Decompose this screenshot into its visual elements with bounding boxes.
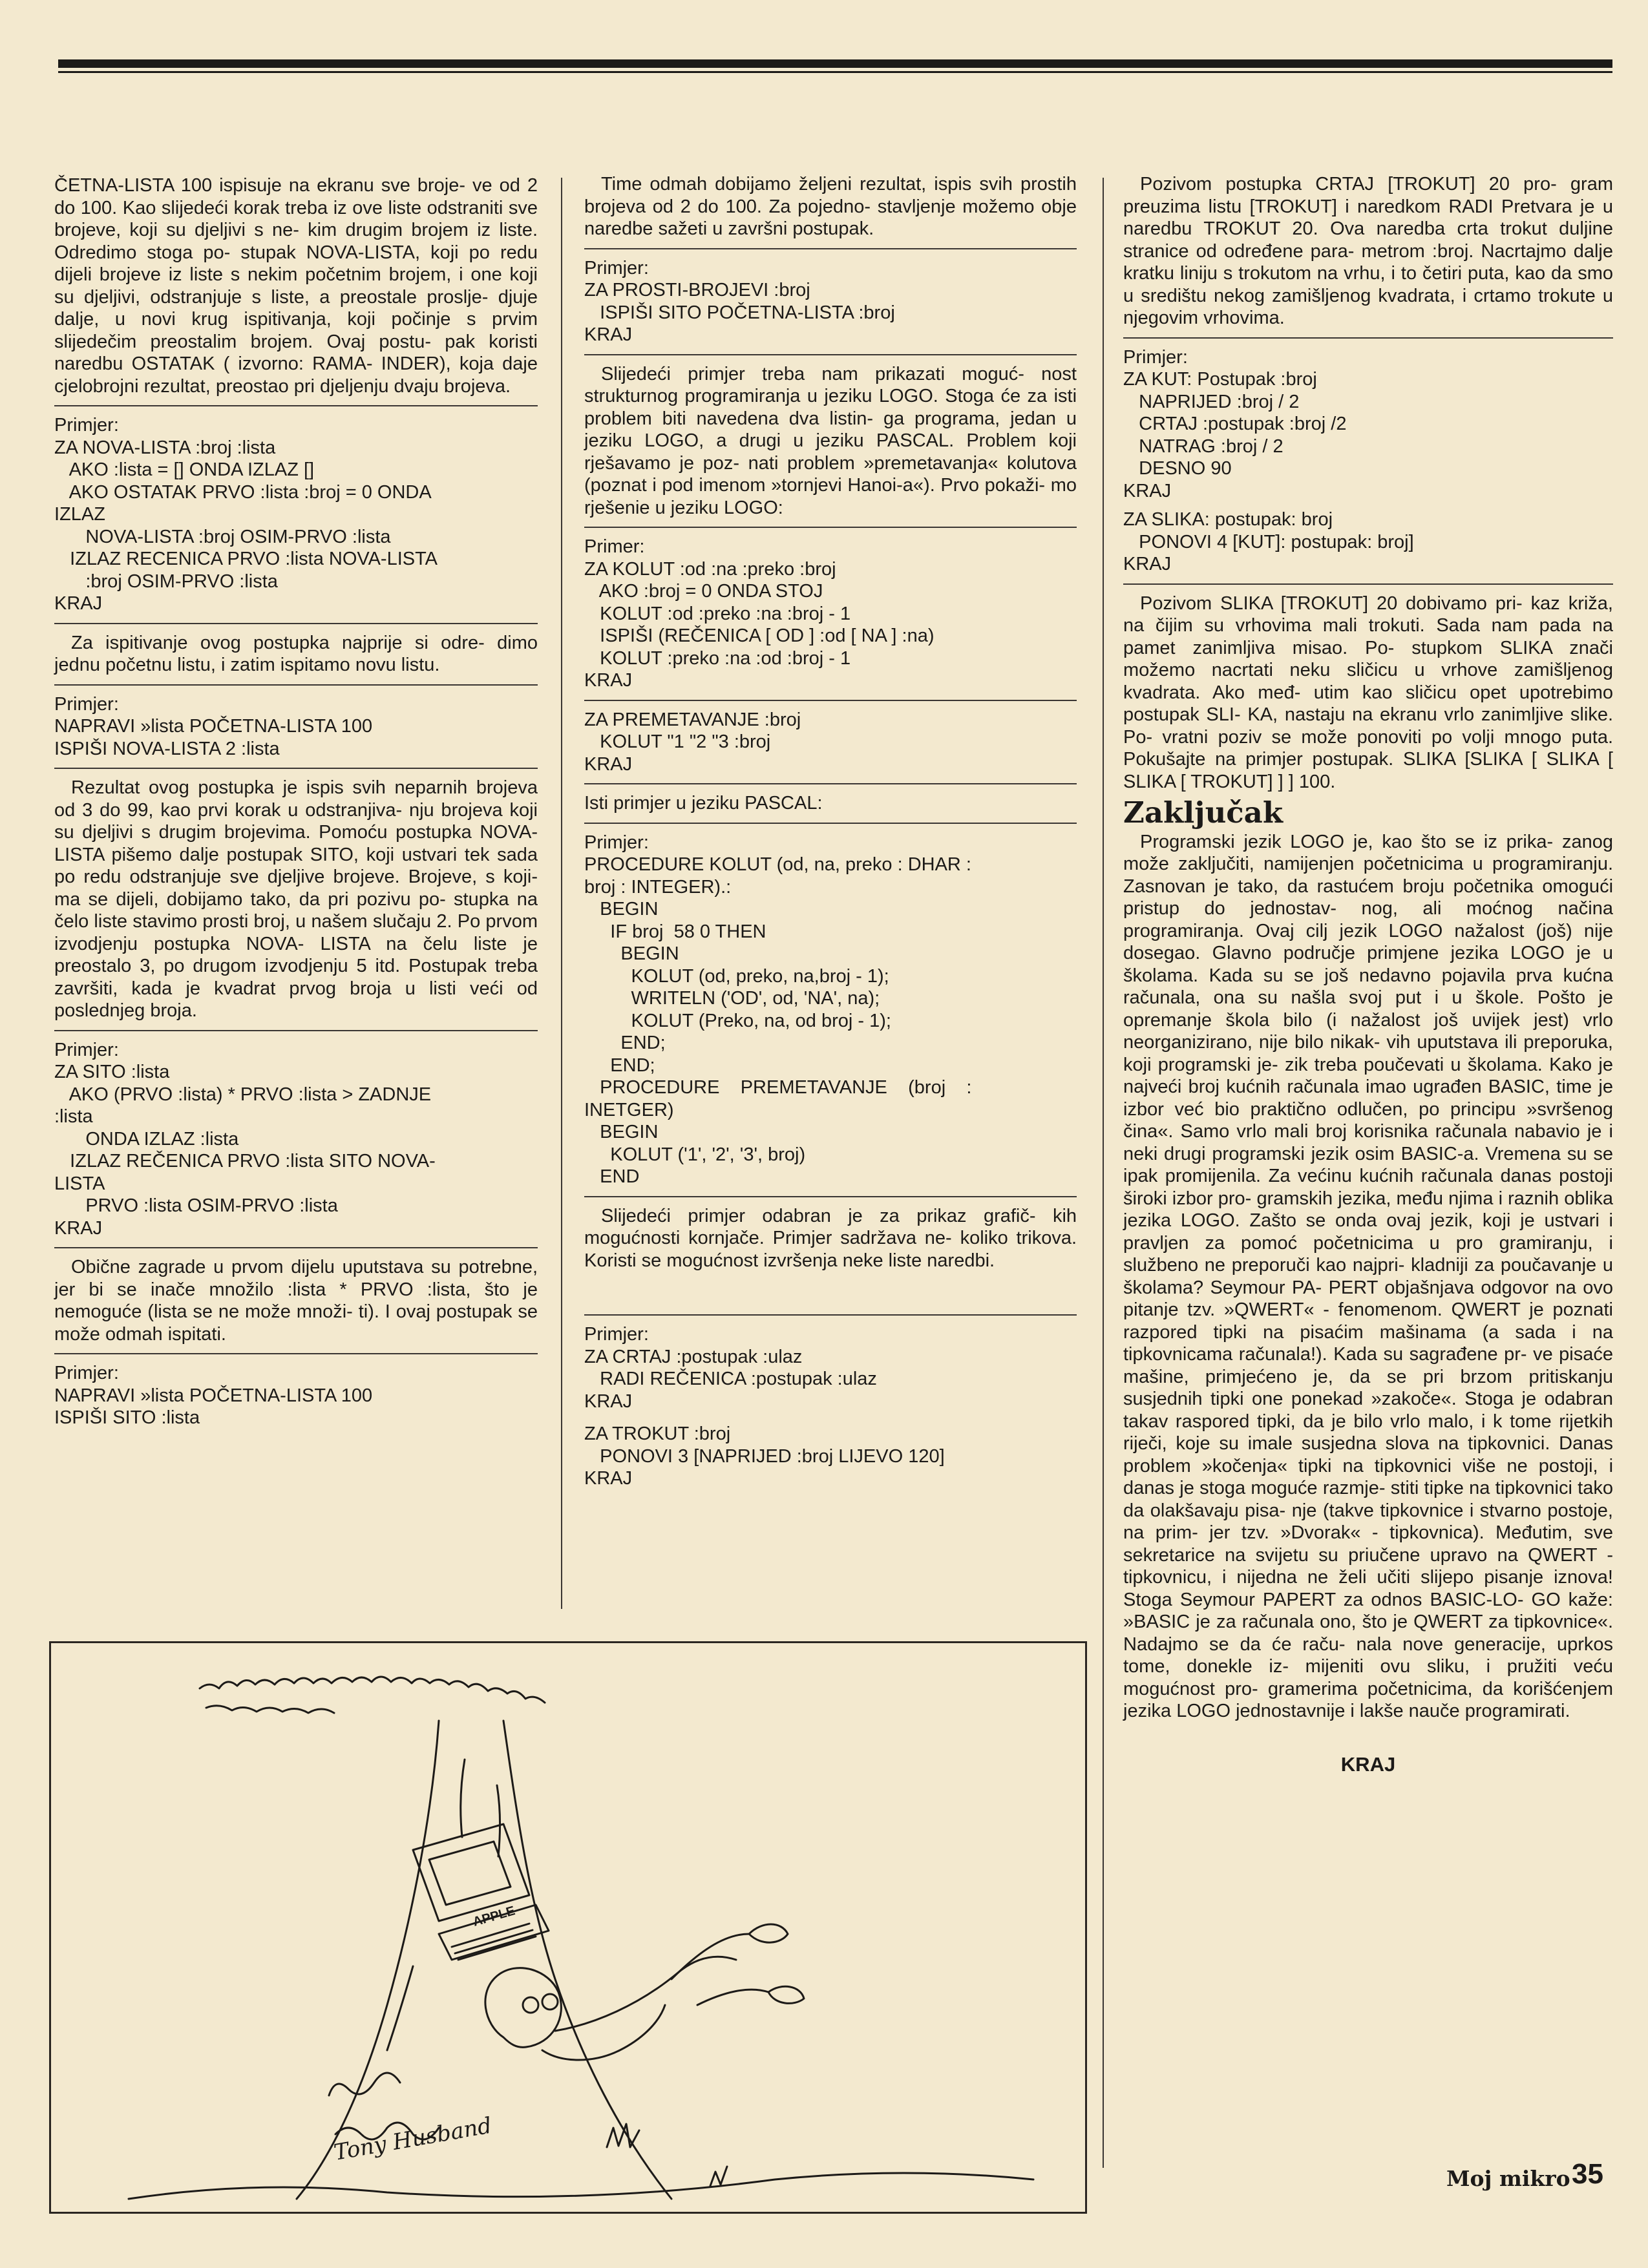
code-line: END: [584, 1166, 640, 1187]
code-line: ISPIŠI SITO POČETNA-LISTA :broj: [584, 302, 895, 323]
cartoon-illustration: [51, 1643, 1085, 2212]
ground-line: [129, 2173, 1033, 2199]
code-line: AKO (PRVO :lista) * PRVO :lista > ZADNJE: [54, 1084, 432, 1105]
divider: [584, 527, 1077, 528]
col1-code-nova-lista: [54, 414, 538, 615]
code-line: WRITELN ('OD', od, 'NA', na);: [584, 988, 880, 1009]
text-line: brojeva od 3 do 99, kao prvi korak u odstranjiva-: [54, 777, 538, 821]
column-3: [1123, 173, 1613, 1776]
text-line: kaz križa, na čijim su vrhovima mali trokuti.: [1123, 593, 1613, 636]
code-line: IF broj 58 0 THEN: [584, 921, 766, 942]
text-line: gramskih jezika, među njima i raznih oblika: [1256, 1188, 1614, 1209]
text-line: djeljivi, odstranjuje s liste, a preostale proslje-: [83, 286, 489, 308]
text-line: Stoga Seymour PAPERT za odnos BASIC-LO-: [1123, 1589, 1524, 1610]
code-line: Primjer:: [584, 257, 649, 278]
text-line: gramerima početnicima, da korišćenjem jezika: [1123, 1678, 1613, 1721]
text-line: nju brojeva koji su djeljivi s drugim brojevima.: [54, 799, 538, 843]
text-line: postupak SITO, koji ustvari tek sada po redu: [54, 844, 538, 887]
cartoon-frame: [49, 1641, 1087, 2214]
divider: [54, 623, 538, 624]
page-number: 35: [1572, 2158, 1603, 2190]
col2-paragraph-3: [584, 792, 1077, 815]
person-legs: [671, 1934, 768, 2005]
code-line: KOLUT ('1', '2', '3', broj): [584, 1144, 806, 1165]
divider: [54, 1247, 538, 1248]
divider: [54, 768, 538, 769]
text-line: pod imenom »tornjevi Hanoi-a«). Prvo pokaži-: [662, 475, 1046, 496]
text-line: Stoga će za isti problem biti navedena dva listin-: [584, 386, 1077, 429]
col2-code-trokut: [584, 1423, 1077, 1490]
col1-code-napravi: [54, 693, 538, 761]
text-line: sličicu u vrhove zamišljenog kvadrata. Ako međ-: [1123, 660, 1613, 703]
col2-paragraph-4: [584, 1205, 1077, 1272]
col2-code-prosti-brojevi: [584, 257, 1077, 346]
col2-paragraph-2: [584, 363, 1077, 520]
code-line: KRAJ: [54, 593, 103, 614]
text-line: PERT objašnjava odgovor na ovo pitanje tzv.: [1123, 1277, 1613, 1320]
divider: [584, 1196, 1077, 1197]
text-line: GO kaže: »BASIC je za računala ono, što je: [1123, 1589, 1613, 1632]
code-line: PRVO :lista OSIM-PRVO :lista: [54, 1195, 338, 1216]
divider: [584, 1314, 1077, 1316]
text-line: Pošto je opremanje škola bilo (i nažalost još: [1123, 987, 1613, 1031]
code-line: KRAJ: [584, 324, 633, 345]
col2-code-kolut: [584, 536, 1077, 692]
code-line: IZLAZ: [54, 504, 105, 525]
text-line: stiti tipke na tipkovnici tako da olakšavaju pisa-: [1123, 1478, 1613, 1521]
code-line: KRAJ: [1123, 480, 1172, 501]
tree-trunk-right: [503, 1721, 671, 2199]
keyboard-keys: [452, 1924, 536, 1960]
column-divider-1: [561, 178, 562, 1609]
col3-paragraph-1: [1123, 173, 1613, 330]
code-line: BEGIN: [584, 943, 679, 964]
text-line: »QWERT« - fenomenom. QWERT je poznati: [1223, 1299, 1613, 1320]
text-line: Slijedeći primjer treba nam prikazati moguć-: [601, 363, 1024, 384]
text-line: razpored tipki na pisaćim mašinama (a sada i na: [1123, 1321, 1613, 1343]
text-line: jer tzv. »Dvorak« - tipkovnica). Međutim, sve: [1209, 1522, 1613, 1543]
text-line: nati problem »premetavanja« kolutova (poznat i: [584, 452, 1077, 496]
code-line: DESNO 90: [1123, 458, 1232, 479]
bark-line: [461, 1759, 465, 1837]
col3-code-slika: [1123, 509, 1613, 576]
code-line: END;: [584, 1055, 655, 1076]
text-line: mo rješenie u jeziku LOGO:: [584, 475, 1077, 518]
text-line: središtu nekog zamišljenog kvadrata, i crtamo: [1141, 285, 1531, 306]
code-line: ISPIŠI (REČENICA [ OD ] :od [ NA ] :na): [584, 625, 935, 646]
end-label: KRAJ: [1340, 1752, 1396, 1776]
text-line: tipkovnicama računala!). Kada su sagrađene pr-: [1123, 1344, 1527, 1365]
text-line: ga programa, jedan u jeziku LOGO, a drugi u: [584, 408, 1077, 451]
code-line: Primjer:: [584, 832, 649, 853]
text-line: neke liste naredbi.: [842, 1250, 995, 1271]
text-line: Pretvara je u naredbu TROKUT 20. Ova naredba: [1123, 196, 1613, 239]
code-line: NAPRAVI »lista POČETNA-LISTA 100: [54, 1385, 373, 1406]
text-line: mijeniti ovu sliku, i pružiti veću mogućnost pro-: [1123, 1656, 1613, 1699]
text-line: nost strukturnog programiranja u jeziku LOGO.: [584, 363, 1077, 406]
code-line: ZA PREMETAVANJE :broj: [584, 709, 801, 730]
text-line: broj kućnih računala imao ugrađen BASIC, time: [1188, 1076, 1592, 1097]
text-line: SLIKA [SLIKA [ SLIKA [ SLIKA [ TROKUT] ] ] 100.: [1123, 749, 1613, 792]
code-line: PONOVI 3 [NAPRIJED :broj LIJEVO 120]: [584, 1445, 945, 1467]
col2-code-pascal: [584, 832, 1077, 1188]
text-line: školama. Kada su se još nedavno pojavila prva: [1123, 965, 1553, 986]
text-line: Glavno područje primjene jezika LOGO je u: [1212, 943, 1614, 963]
code-line: KRAJ: [584, 1391, 633, 1412]
divider: [584, 354, 1077, 355]
code-line: INETGER): [584, 1099, 674, 1120]
text-line: trokute u njegovim vrhovima.: [1123, 285, 1614, 328]
code-line: PROCEDURE PREMETAVANJE (broj :: [584, 1077, 972, 1098]
text-line: slijepo pisanje iznova!: [1421, 1567, 1613, 1588]
divider: [1123, 583, 1613, 585]
code-line: :lista: [54, 1106, 93, 1127]
text-line: više ne postoji, i danas je stoga moguće razmje-: [1123, 1455, 1614, 1498]
code-line: AKO :broj = 0 ONDA STOJ: [584, 581, 823, 602]
code-line: Primjer:: [584, 1324, 649, 1345]
text-line: Slijedeći primjer odabran je za prikaz grafič-: [601, 1205, 1036, 1226]
section-heading: Zaključak: [1123, 795, 1284, 830]
divider: [584, 783, 1077, 784]
divider: [54, 405, 538, 406]
text-line: Isti primjer u jeziku PASCAL:: [584, 793, 823, 814]
code-line: NAPRIJED :broj / 2: [1123, 391, 1300, 412]
code-line: PONOVI 4 [KUT]: postupak: broj]: [1123, 531, 1414, 552]
text-line: potrebne, jer bi se inače množilo :lista * PRVO: [54, 1257, 538, 1300]
text-line: kladniji za poučavanje u školama? Seymour PA-: [1123, 1255, 1613, 1298]
column-divider-2: [1103, 178, 1104, 2168]
text-line: iz liste s nekim početnim brojem, i one koji su: [54, 264, 538, 308]
code-line: KRAJ: [1123, 554, 1172, 574]
code-line: ZA KUT: Postupak :broj: [1123, 369, 1317, 390]
code-line: Primjer:: [54, 693, 119, 715]
col3-conclusion: [1123, 831, 1613, 1723]
text-line: stupka na čelo liste stavimo prosti broj, u našem: [54, 888, 538, 932]
text-line: Pozivom SLIKA [TROKUT] 20 dobivamo pri-: [1140, 593, 1523, 614]
text-line: Programski jezik LOGO je, kao što se iz prika-: [1140, 831, 1554, 852]
text-line: broja.: [150, 1000, 197, 1021]
code-line: KRAJ: [54, 1217, 103, 1239]
col1-paragraph-2: [54, 632, 538, 677]
text-line: crta trokut duljine stranice od određene para-: [1123, 218, 1614, 262]
col3-code-kut: [1123, 346, 1613, 503]
code-line: IZLAZ RECENICA PRVO :lista NOVA-LISTA: [54, 549, 438, 569]
text-line: kih mogućnosti kornjače. Primjer sadržava ne-: [584, 1205, 1077, 1248]
person-shoe: [768, 1986, 804, 2003]
text-line: stavljenje možemo obje naredbe sažeti u završni: [584, 196, 1077, 239]
text-line: jezika LOGO. Zašto se onda ovaj jezik, koji je: [1123, 1210, 1535, 1231]
text-line: zanog može zaključiti, namijenjen početnicima: [1123, 831, 1613, 874]
text-line: ma se dijeli, dobijamo tako, da pri pozivu po-: [54, 888, 446, 910]
text-line: sekretarice na svijetu su priučene upravo na: [1123, 1544, 1518, 1566]
code-line: KRAJ: [584, 670, 633, 691]
code-line: KOLUT "1 "2 "3 :broj: [584, 731, 771, 752]
text-line: je izbor već bio praktično odlučen, po principu: [1123, 1076, 1613, 1120]
text-line: puta. Pokušajte na primjer postupak.: [1123, 726, 1613, 770]
code-line: KRAJ: [584, 753, 633, 775]
code-line: END;: [584, 1033, 666, 1053]
tree-canopy-scribble-2: [206, 1706, 334, 1713]
bark-line: [497, 1785, 500, 1856]
bark-line: [387, 1966, 413, 2050]
text-line: gram preuzima listu [TROKUT] i naredkom RADI: [1123, 174, 1613, 217]
code-line: NAPRAVI »lista POČETNA-LISTA 100: [54, 716, 373, 737]
text-line: listu.: [401, 655, 440, 675]
text-line: dimo jednu početnu listu, i zatim ispitamo novu: [54, 632, 538, 675]
divider: [584, 700, 1077, 701]
text-line: utim kao sličicu opet upotrebimo postupak SLI-: [1123, 682, 1614, 725]
column-2: [584, 173, 1077, 1495]
code-line: AKO :lista = [] ONDA IZLAZ []: [54, 459, 315, 480]
code-line: ZA SLIKA: postupak: broj: [1123, 509, 1333, 530]
text-line: izvodjenju 5 itd. Postupak treba završiti, kada: [54, 956, 538, 999]
text-line: jezik LOGO nažalost (još) nije dosegao.: [1123, 920, 1613, 963]
text-line: koliko trikova. Koristi se mogućnost izvršenja: [584, 1228, 1077, 1271]
code-line: ZA KOLUT :od :na :preko :broj: [584, 558, 836, 580]
text-line: INDER), koja daje cjelobrojni rezultat, preostao: [54, 353, 538, 397]
text-line: LOGO jednostavnije i lakše nauče programirati.: [1176, 1701, 1570, 1721]
text-line: zik treba poučevati u školama. Kako je najveći: [1123, 1054, 1613, 1097]
code-line: ZA PROSTI-BROJEVI :broj: [584, 280, 810, 300]
text-line: ve pisaće mašine, primjećeno je, da se pri brzom: [1123, 1344, 1614, 1387]
divider: [54, 1353, 538, 1354]
text-line: KA, nastaju na ekranu vrlo zanimljive slike. Po-: [1123, 704, 1614, 748]
top-rule: [58, 59, 1612, 68]
tree-canopy-scribble: [200, 1677, 545, 1703]
divider: [1123, 337, 1613, 339]
code-line: Primer:: [584, 536, 645, 557]
text-line: Pozivom postupka CRTAJ [TROKUT] 20 pro-: [1140, 174, 1557, 194]
col1-paragraph-3: [54, 777, 538, 1022]
code-line: KOLUT :od :preko :na :broj - 1: [584, 603, 851, 624]
text-line: ustvari i pravljen za pomoć početnicima u pro: [1123, 1210, 1614, 1254]
text-line: pritiskanju susjednih tipki one ponekad: [1123, 1366, 1613, 1409]
text-line: prvim slijedečim preostalim brojem. Ovaj postu-: [54, 309, 538, 352]
text-line: Danas problem »kočenja« tipki na tipkovnici: [1123, 1433, 1613, 1476]
text-line: QWERT - tipkovnicu, i nijedna ne želi učiti: [1123, 1544, 1613, 1588]
text-line: »svršenog čina«. Samo vrlo mali broj korisnika: [1123, 1098, 1613, 1142]
divider: [54, 684, 538, 686]
text-line: odstranjuje sve djeljive brojeve. Brojeve, s koji-: [129, 866, 538, 887]
code-line: ISPIŠI SITO :lista: [54, 1407, 200, 1428]
cartoon-signature: Tony Husband: [332, 2112, 494, 2166]
person-body: [555, 1957, 736, 2031]
top-rule-thin: [58, 71, 1612, 73]
code-line: Primjer:: [1123, 346, 1188, 368]
text-line: da je bilo vrlo malo, i k tome rijetkih riječi,: [1123, 1411, 1614, 1454]
text-line: djuje dalje, u novi krug ispitivanja, koji počinje s: [54, 286, 538, 330]
text-line: stupkom SLIKA znači možemo nacrtati neku: [1123, 637, 1613, 680]
code-line: broj : INTEGER).:: [584, 876, 732, 898]
text-line: :lista, što je nemoguće (lista se ne može množi-: [54, 1279, 538, 1322]
text-line: gramiranju, i službeno ne preporuči kao najpri-: [1123, 1232, 1614, 1276]
text-line: vih uputstava ili preporuka, koji programski je-: [1123, 1032, 1613, 1075]
code-line: ISPIŠI NOVA-LISTA 2 :lista: [54, 738, 280, 759]
col2-code-premetavanje: [584, 709, 1077, 776]
code-line: CRTAJ :postupak :broj /2: [1123, 414, 1347, 434]
text-line: kućna računala, ona su našla svoj put i u škole.: [1123, 965, 1613, 1008]
text-line: LISTA na čelu liste je preostalo 3, po drugom: [54, 933, 538, 976]
col2-code-crtaj: [584, 1323, 1077, 1412]
code-line: Primjer:: [54, 1363, 119, 1383]
code-line: LISTA: [54, 1173, 105, 1194]
code-line: ZA CRTAJ :postupak :ulaz: [584, 1346, 803, 1367]
person-shoe: [749, 1924, 788, 1942]
text-line: računala nabavio je i neki drugi programski: [1123, 1121, 1613, 1164]
column-1: [54, 174, 538, 1434]
text-line: koje su imale susjedna slova na tipkovnici.: [1176, 1433, 1550, 1454]
person-glasses: [523, 1994, 558, 2013]
code-line: ONDA IZLAZ :lista: [54, 1128, 239, 1150]
code-line: KOLUT (od, preko, na,broj - 1);: [584, 965, 889, 987]
code-line: IZLAZ REČENICA PRVO :lista SITO NOVA-: [54, 1151, 436, 1171]
text-line: uvijek jest) vrlo neorganizirano, nije bilo nikak-: [1123, 1009, 1614, 1053]
code-line: AKO OSTATAK PRVO :lista :broj = 0 ONDA: [54, 481, 432, 503]
text-line: svih prostih brojeva od 2 do 100. Za pojedno-: [584, 174, 1077, 217]
col1-code-ispisi-sito: [54, 1362, 538, 1429]
text-line: stupak NOVA-LISTA, koji po redu dijeli brojeve: [54, 242, 538, 285]
text-line: nje (takve tipkovnice i stvarno postoje, na prim-: [1123, 1500, 1613, 1543]
text-line: ČETNA-LISTA 100 ispisuje na ekranu sve broje-: [54, 175, 465, 196]
text-line: Za ispitivanje ovog postupka najprije si odre-: [71, 632, 485, 653]
code-line: RADI REČENICA :postupak :ulaz: [584, 1369, 877, 1389]
code-line: KOLUT (Preko, na, od broj - 1);: [584, 1010, 891, 1031]
code-line: ZA TROKUT :broj: [584, 1423, 731, 1444]
cartoon-computer-label: APPLE: [471, 1904, 517, 1929]
code-line: NATRAG :broj / 2: [1123, 436, 1284, 457]
text-line: Sada nam pada na pamet zanimljiva misao. Po-: [1123, 615, 1614, 658]
code-line: Primjer:: [54, 1039, 119, 1060]
code-line: BEGIN: [584, 899, 659, 919]
col1-code-sito: [54, 1039, 538, 1240]
text-line: broju početnika omogući pristup do jednostav-: [1123, 876, 1614, 919]
text-line: vratni poziv se može ponoviti po volji mnogo: [1162, 726, 1562, 748]
code-line: KOLUT :preko :na :od :broj - 1: [584, 647, 851, 669]
text-line: liste odstraniti sve brojeve, koji su djeljivi s ne-: [54, 197, 538, 240]
text-line: postupak.: [792, 218, 874, 239]
text-line: Rezultat ovog postupka je ispis svih neparnih: [71, 777, 468, 798]
code-line: BEGIN: [584, 1122, 659, 1142]
text-line: nog, ali moćnog načina programiranja. Ovaj cilj: [1123, 898, 1613, 941]
text-line: QWERT za tipkovnice«. Nadajmo se da će raču-: [1123, 1612, 1614, 1655]
divider: [54, 1030, 538, 1031]
text-line: Time odmah dobijamo željeni rezultat, ispis: [601, 174, 972, 194]
col1-paragraph-4: [54, 1256, 538, 1345]
text-line: trokutom na vrhu, i to četiri puta, kao da smo u: [1123, 263, 1613, 306]
text-line: slučaju 2. Po prvom izvodjenju postupka NOVA-: [54, 911, 538, 954]
text-line: jezik osim BASIC-a.: [1311, 1143, 1479, 1164]
col1-intro: [54, 174, 538, 397]
text-line: metrom :broj. Nacrtajmo dalje kratku liniju s: [1123, 240, 1613, 284]
text-line: pak koristi naredbu OSTATAK ( izvorno: RAMA-: [54, 331, 538, 374]
text-line: ti). I ovaj postupak se može odmah ispitati.: [54, 1301, 538, 1345]
code-line: PROCEDURE KOLUT (od, na, preko : DHAR :: [584, 854, 971, 875]
text-line: je kvadrat prvog broja u listi veći od poslednjeg: [54, 978, 538, 1021]
text-line: kućnih računala danas postoji široki izbor pro-: [1123, 1166, 1613, 1209]
text-line: Vremena su se ipak promijenila. Za većinu: [1123, 1143, 1614, 1186]
text-line: kim drugim brojem iz liste. Odredimo stoga po-: [54, 220, 538, 263]
code-line: KRAJ: [584, 1468, 633, 1489]
text-line: nala nove generacije, uprkos tome, donekle iz-: [1123, 1633, 1613, 1677]
divider: [584, 248, 1077, 249]
code-line: ZA SITO :lista: [54, 1062, 170, 1082]
text-line: ve od 2 do 100. Kao slijedeći korak treba iz ove: [54, 175, 538, 218]
col2-paragraph-1: [584, 173, 1077, 240]
text-line: u programiranju. Zasnovan je tako, da rastućem: [1123, 854, 1614, 897]
col3-paragraph-2: [1123, 593, 1613, 793]
code-line: :broj OSIM-PRVO :lista: [54, 571, 278, 592]
code-line: Primjer:: [54, 415, 119, 436]
divider: [584, 823, 1077, 824]
text-line: Pomoću postupka NOVA-LISTA pišemo dalje: [54, 822, 538, 865]
text-line: pri djeljenju dvaju brojeva.: [293, 375, 511, 397]
code-line: NOVA-LISTA :broj OSIM-PRVO :lista: [54, 526, 391, 547]
magazine-name: Moj mikro: [1446, 2166, 1570, 2191]
grass: [710, 2167, 727, 2186]
text-line: Obične zagrade u prvom dijelu uputstava su: [71, 1257, 451, 1277]
text-line: jeziku PASCAL. Problem koji rješavamo je poz-: [584, 430, 1077, 474]
text-line: »zakoče«. Stoga je odabran takav raspored tipki,: [1123, 1389, 1613, 1432]
code-line: ZA NOVA-LISTA :broj :lista: [54, 437, 276, 458]
